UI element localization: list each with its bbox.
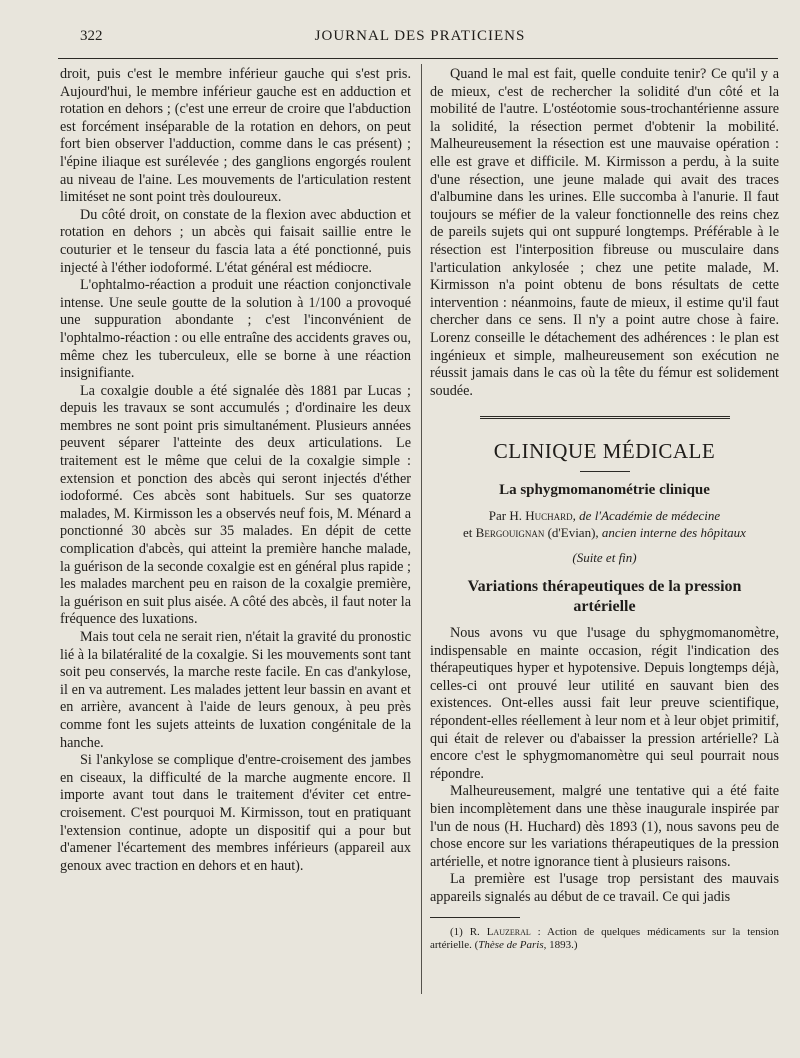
header-rule [58, 58, 778, 59]
paragraph: Nous avons vu que l'usage du sphygmomanomètre, indispensable en mainte occasion, régit l'indication des thérapeutiques hyper et hypotensive. Depuis longtemps déjà, celles-ci ont prouvé leur utilité en sauvant bien des existences. Ont-elles aussi fait leur preuve scientifique, répondent-elles réellement à leur nom et à leur objet primitif, qui était de relever ou d'abaisser la pression artérielle? Là encore c'est le sphygmomanomètre qui seul pourrait nous répondre. [430, 625, 779, 782]
author-name: Huchard [525, 508, 573, 524]
paragraph: La coxalgie double a été signalée dès 1881 par Lucas ; depuis les travaux se sont accumulés ; d'ordinaire les deux membres ne sont point pris simultanément. Plusieurs années peuvent séparer l'atteinte des deux articulations. Le traitement est le même que celui de la coxalgie simple : extension et ponction des abcès qui seront injectés d'éther iodoformé. Ces abcès sont habituels. Sur ses quatorze malades, M. Kirmisson les a observés neuf fois, M. Ménard a ponctionné 30 abcès sur 35 malades. En dépit de cette complication d'abcès, qui atteint la première hanche malade, la guérison de la seconde coxalgie est en général plus rapide ; les malades marchent peu en raison de la coxalgie première, la guérison en suit plus aisée. A côté des abcès, il faut noter la fréquence des luxations. [60, 382, 411, 628]
title-rule [580, 471, 630, 472]
paragraph: Si l'ankylose se complique d'entre-croisement des jambes en ciseaux, la difficulté de la marche augmente encore. Il importe avant tout dans le traitement d'éviter cet entre-croisement. C'est pourquoi M. Kirmisson, tout en pratiquant l'extension continue, adopte un dispositif qui a pour but d'amener l'écartement des membres inférieurs (appareil aux genoux avec traction en dehors et en haut). [60, 752, 411, 874]
journal-title: JOURNAL DES PRATICIENS [314, 28, 526, 44]
paragraph: Du côté droit, on constate de la flexion avec abduction et rotation en dehors ; un abcès qui faisait saillie entre le couturier et le tenseur du fascia lata a été ponctionné, puis injecté à l'éther iodoformé. L'état général est médiocre. [60, 206, 411, 276]
right-column [430, 66, 779, 952]
paragraph: L'ophtalmo-réaction a produit une réaction conjonctivale intense. Une seule goutte de la solution à 1/100 a provoqué une suppuration abondante ; c'est l'inconvénient de l'ophtalmo-réaction : ou elle entraîne des accidents graves ou, même chez les tuberculeux, elle se borne à une réaction insignifiante. [60, 277, 411, 382]
continuation-note: (Suite et fin) [572, 550, 637, 566]
running-header [60, 28, 780, 50]
author-name: Bergouignan [475, 525, 545, 541]
author-prefix: et [463, 525, 476, 541]
paragraph: droit, puis c'est le membre inférieur gauche qui s'est pris. Aujourd'hui, le membre inférieur gauche est en adduction et rotation en dehors ; (c'est une erreur de croire que l'abduction est forcément inséparable de la rotation en dehors, on peut fort bien observer l'adduction, comme dans le cas présent) ; l'épine iliaque est surélevée ; des ganglions engorgés roulent au niveau de l'aine. Les mouvements de l'articulation restent limitéset ne sont point très douloureux. [60, 66, 411, 206]
left-column [60, 66, 411, 875]
footnote-text: : Action de quelques médicaments sur la tension artérielle. ( [430, 925, 779, 951]
paragraph: Quand le mal est fait, quelle conduite tenir? Ce qu'il y a de mieux, c'est de rechercher la solidité d'un côté et la mobilité de l'autre. L'ostéotomie sous-trochantérienne assure la solidité, la résection permet d'obtenir la mobilité. Malheureusement la résection est une mauvaise opération : elle est grave et difficile. M. Kirmisson a perdu, à la suite d'une résection, une jeune malade qui avait des traces d'albumine dans les urines. Elle succomba à l'anurie. Il faut toujours se méfier de la valeur fonctionnelle des reins chez de pareils sujets qui ont suppuré longtemps. Préférable à le résection est l'interposition fibreuse ou musculaire dans l'articulation ankylosée ; chez une petite malade, M. Kirmisson n'a point obtenu de bons résultats de cette intervention : néanmoins, faute de mieux, il estime qu'il faut chercher dans ce sens. Il n'y a point autre chose à faire. Lorenz conseille le détachement des adhérences : le plan est ingénieux et simple, malheureusement son exécution ne réussit jamais dans le cas où la tête du fémur est solidement soudée. [430, 66, 779, 399]
section-title: CLINIQUE MÉDICALE [493, 439, 716, 464]
author-affiliation: ancien interne des hôpitaux [601, 525, 746, 541]
author-place: (d'Evian), [544, 525, 602, 541]
footnote [430, 926, 779, 952]
paragraph: Malheureusement, malgré une tentative qui a été faite bien incomplètement dans une thèse inaugurale inspirée par l'un de nous (H. Huchard) dès 1893 (1), nous savons peu de chose encore sur les variations thérapeutiques de la pression artérielle, et notre ignorance tient à plusieurs raisons. [430, 783, 779, 870]
subheading: Variations thérapeutiques de la pression artérielle [467, 578, 742, 616]
author-affiliation: , de l'Académie de médecine [572, 508, 721, 524]
paragraph: Mais tout cela ne serait rien, n'était la gravité du pronostic lié à la bilatéralité de la coxalgie. Si les mouvements sont tant soit peu conservés, la marche reste facile. En cas d'ankylose, il en va autrement. Les malades jettent leur bassin en avant et en arrière, avancent à l'aide de leurs genoux, à peu près comme font les sujets atteints de luxation congénitale de la hanche. [60, 629, 411, 751]
footnote-author: Lauzeral [486, 925, 531, 938]
footnote-number: (1) R. [450, 925, 487, 938]
footnote-rule [430, 917, 520, 918]
author-byline [430, 507, 779, 541]
article-title: La sphygmomanométrie clinique [499, 481, 710, 498]
author-prefix: Par H. [488, 508, 526, 524]
footnote-source: Thèse de Paris [478, 938, 544, 951]
paragraph: La première est l'usage trop persistant des mauvais appareils signalés au début de ce travail. Ce qui jadis [430, 871, 779, 905]
page-number: 322 [80, 28, 103, 44]
column-divider [421, 64, 422, 994]
section-separator [480, 416, 730, 421]
footnote-end: , 1893.) [543, 938, 578, 951]
